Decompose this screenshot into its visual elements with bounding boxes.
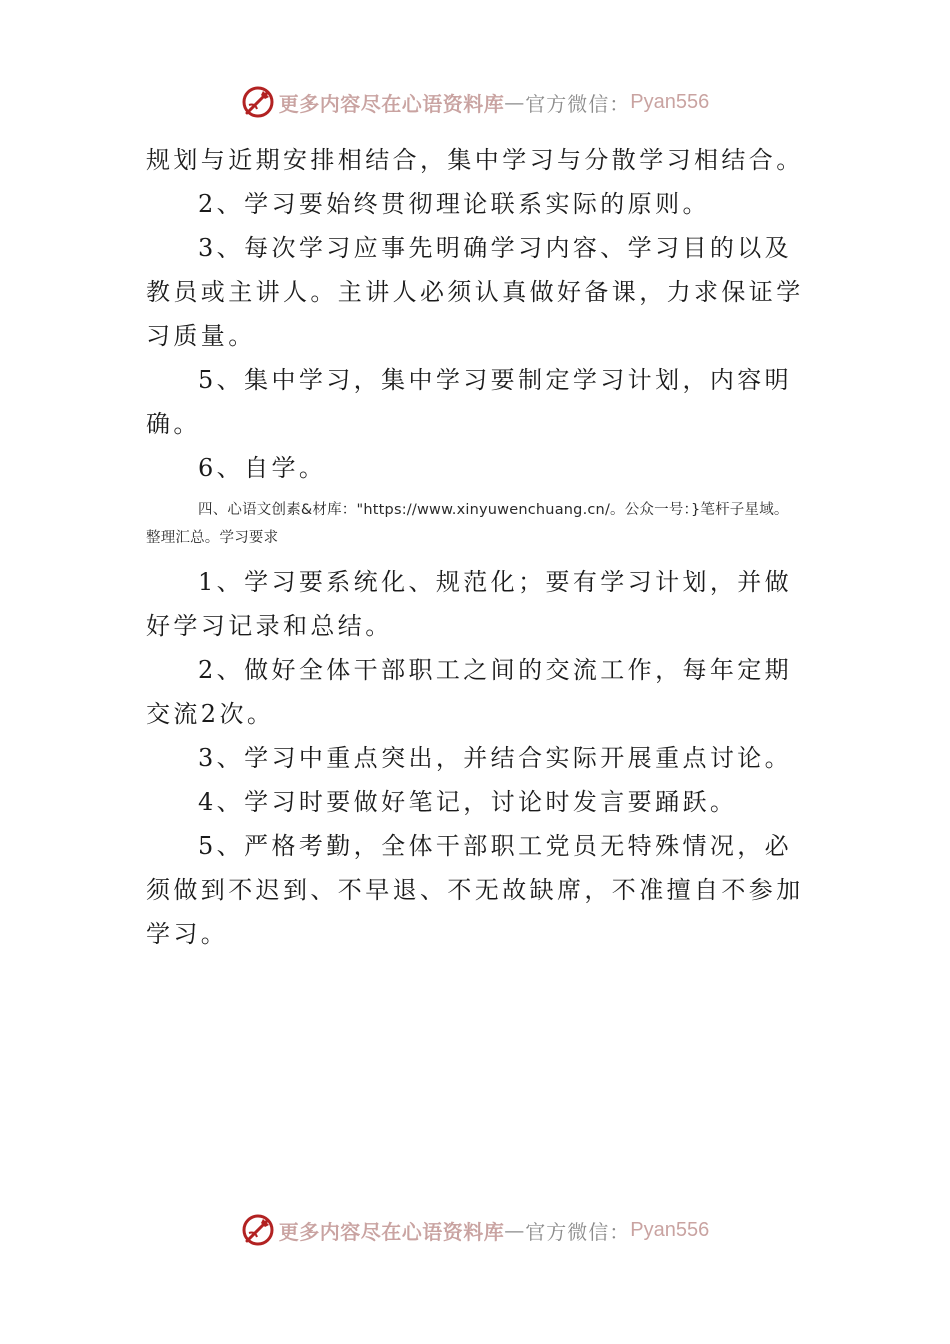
- section-note: [146, 496, 810, 552]
- footer-watermark: [0, 1208, 950, 1252]
- watermark-wechat-id: Pyan556: [630, 90, 710, 113]
- document-body: [146, 138, 810, 956]
- paragraph: 1、学习要系统化、规范化；要有学习计划，并做好学习记录和总结。: [146, 568, 793, 640]
- header-watermark: [0, 80, 950, 124]
- watermark-sub-text: 官方微信：: [525, 1219, 631, 1244]
- paragraph: 5、集中学习，集中学习要制定学习计划，内容明确。: [146, 366, 793, 438]
- section-note-line1: 四、心语文创素&材库："https://www.xinyuwenchuang.cn/。公众一号：}笔杆子星域。: [198, 502, 789, 518]
- watermark-main-text: 更多内容尽在心语资料库: [278, 91, 505, 116]
- pen-logo-icon: [241, 1213, 275, 1247]
- watermark-main-text: 更多内容尽在心语资料库: [278, 1219, 505, 1244]
- paragraph: 6、自学。: [198, 454, 327, 482]
- paragraph: 3、每次学习应事先明确学习内容、学习目的以及教员或主讲人。主讲人必须认真做好备课，力求保证学习质量。: [146, 234, 804, 350]
- paragraph: 5、严格考勤，全体干部职工党员无特殊情况，必须做到不迟到、不早退、不无故缺席，不准擅自不参加学习。: [146, 832, 804, 948]
- watermark-dash: —: [504, 90, 526, 114]
- paragraph: 3、学习中重点突出，并结合实际开展重点讨论。: [198, 744, 793, 772]
- paragraph: 规划与近期安排相结合，集中学习与分散学习相结合。: [146, 146, 804, 174]
- paragraph: 2、学习要始终贯彻理论联系实际的原则。: [198, 190, 710, 218]
- watermark-sub-text: 官方微信：: [525, 91, 631, 116]
- pen-logo-icon: [241, 85, 275, 119]
- watermark-dash: —: [504, 1218, 526, 1242]
- paragraph: 4、学习时要做好笔记，讨论时发言要踊跃。: [198, 788, 738, 816]
- watermark-wechat-id: Pyan556: [630, 1218, 710, 1241]
- paragraph: 2、做好全体干部职工之间的交流工作，每年定期交流2次。: [146, 656, 793, 728]
- section-note-line2: 整理汇总。学习要求: [146, 530, 279, 546]
